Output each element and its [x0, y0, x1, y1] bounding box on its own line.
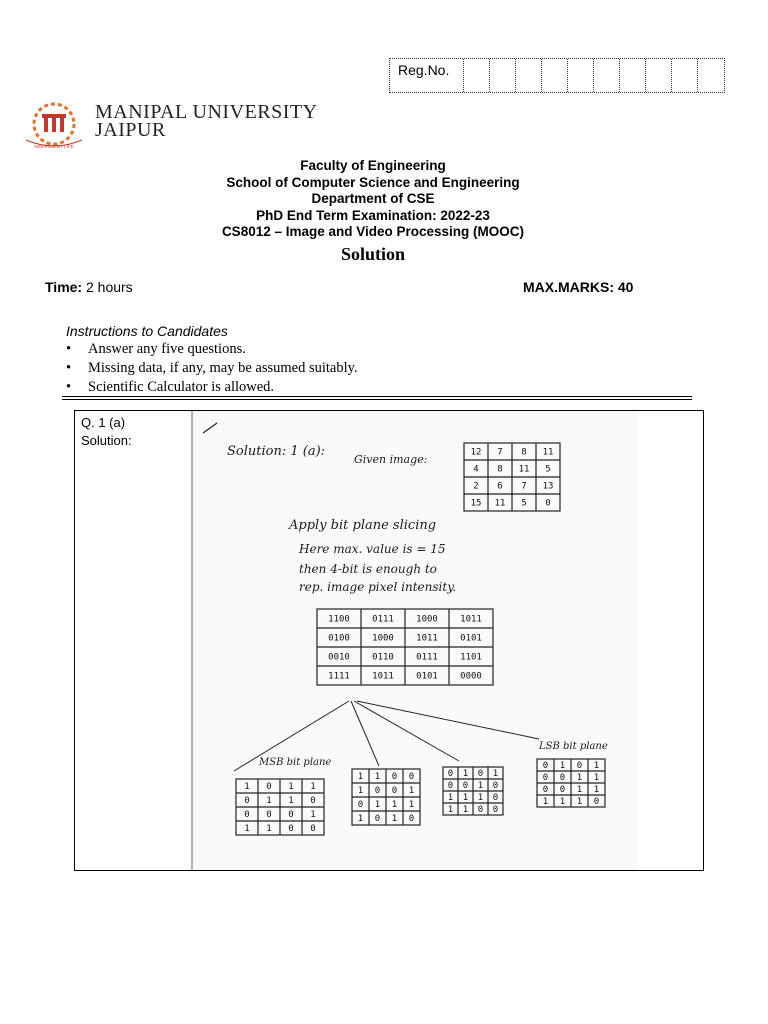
reg-no-cell: [594, 59, 620, 92]
bit-plane-table: [236, 779, 324, 835]
grid-cell-value: 1: [576, 785, 583, 795]
grid-cell-value: 1: [477, 793, 484, 803]
grid-cell-value: 1: [357, 786, 364, 796]
grid-cell-value: 1: [374, 772, 381, 782]
instructions-title: Instructions to Candidates: [66, 323, 228, 339]
grid-cell-value: 1: [462, 769, 469, 779]
scan-given: Given image:: [354, 453, 428, 466]
grid-cell-value: 13: [542, 481, 554, 492]
time-label: Time:: [45, 279, 83, 295]
grid-cell-value: 0: [288, 824, 294, 834]
grid-cell-value: 0: [310, 824, 316, 834]
scan-lsb-label: LSB bit plane: [539, 741, 608, 752]
grid-cell-value: 1: [408, 800, 415, 810]
grid-cell-value: 0101: [460, 633, 482, 644]
grid-cell-value: 12: [470, 447, 482, 458]
grid-cell-value: 0: [408, 814, 415, 824]
grid-cell-value: 0: [542, 785, 549, 795]
grid-cell-value: 11: [518, 464, 530, 475]
grid-cell-value: 5: [545, 464, 551, 475]
scan-note2: Here max. value is = 15: [299, 542, 446, 556]
grid-cell-value: 0101: [416, 671, 438, 682]
university-logo-icon: [16, 100, 92, 150]
grid-cell-value: 0: [374, 786, 381, 796]
grid-cell-value: 1: [357, 814, 364, 824]
reg-no-label: Reg.No.: [390, 59, 464, 92]
question-label: [81, 414, 132, 450]
grid-cell-value: 0010: [328, 652, 350, 663]
time-info: [45, 279, 133, 295]
grid-cell-value: 1: [408, 786, 415, 796]
grid-cell-value: 1: [244, 782, 250, 792]
grid-cell-value: 4: [473, 464, 479, 475]
reg-no-cell: [490, 59, 516, 92]
divider: [62, 399, 692, 400]
grid-cell-value: 7: [521, 481, 527, 492]
grid-cell-value: 1000: [416, 614, 438, 625]
grid-cell-value: 2: [473, 481, 479, 492]
grid-cell-value: 1000: [372, 633, 394, 644]
bit-plane-table: [352, 769, 420, 825]
grid-cell-value: 0: [391, 786, 398, 796]
grid-cell-value: 1: [266, 796, 272, 806]
grid-cell-value: 1: [542, 797, 549, 807]
grid-cell-value: 1: [310, 782, 316, 792]
bit-plane-table: [443, 767, 503, 815]
grid-cell-value: 0: [576, 761, 583, 771]
bit-plane-table: [537, 759, 605, 807]
grid-cell-value: 1: [391, 800, 398, 810]
grid-cell-value: 1: [593, 761, 600, 771]
grid-cell-value: 1: [266, 824, 272, 834]
department: Department of CSE: [311, 191, 435, 206]
reg-no-cell: [516, 59, 542, 92]
grid-cell-value: 0: [266, 782, 272, 792]
grid-cell-value: 0: [408, 772, 415, 782]
document-title: Solution: [340, 244, 406, 264]
grid-cell-value: 0: [288, 810, 294, 820]
logo-tagline: INSPIRED BY LIFE: [34, 144, 74, 149]
grid-cell-value: 1011: [416, 633, 438, 644]
grid-cell-value: 0: [542, 761, 549, 771]
binary-grid: [317, 609, 493, 685]
grid-cell-value: 0: [244, 810, 250, 820]
grid-cell-value: 1: [593, 773, 600, 783]
faculty: Faculty of Engineering: [300, 158, 446, 173]
university-name-line2: JAIPUR: [95, 119, 166, 141]
grid-cell-value: 1: [462, 805, 469, 815]
grid-cell-value: 0: [477, 805, 484, 815]
instruction-item: • Scientific Calculator is allowed.: [66, 378, 358, 397]
given-image-grid: [464, 443, 560, 511]
given-image-table: [464, 443, 560, 511]
reg-no-cell: [568, 59, 594, 92]
reg-no-cell: [698, 59, 724, 92]
grid-cell-value: 0: [310, 796, 316, 806]
grid-cell-value: 1: [391, 814, 398, 824]
instructions-list: [66, 340, 358, 397]
scan-note3: then 4-bit is enough to: [299, 562, 437, 576]
grid-cell-value: 0110: [372, 652, 394, 663]
grid-cell-value: 0: [266, 810, 272, 820]
grid-cell-value: 0: [492, 805, 499, 815]
grid-cell-value: 1: [559, 797, 566, 807]
grid-cell-value: 1011: [460, 614, 482, 625]
grid-cell-value: 0: [357, 800, 364, 810]
grid-cell-value: 1: [559, 761, 566, 771]
grid-cell-value: 1: [447, 793, 454, 803]
reg-no-cell: [542, 59, 568, 92]
question-sub: Solution:: [81, 433, 132, 448]
grid-cell-value: 0: [447, 781, 454, 791]
grid-cell-value: 8: [497, 464, 503, 475]
grid-cell-value: 5: [521, 498, 527, 509]
scan-note4: rep. image pixel intensity.: [299, 580, 457, 594]
grid-cell-value: 1: [310, 810, 316, 820]
university-name-line1: MANIPAL UNIVERSITY: [95, 101, 318, 123]
grid-cell-value: 1: [576, 773, 583, 783]
grid-cell-value: 0: [559, 773, 566, 783]
divider: [62, 396, 692, 397]
grid-cell-value: 1: [357, 772, 364, 782]
max-marks: MAX.MARKS: 40: [523, 279, 634, 295]
scan-msb-label: MSB bit plane: [259, 757, 332, 768]
question-number: Q. 1 (a): [81, 415, 126, 430]
grid-cell-value: 1011: [372, 671, 394, 682]
grid-cell-value: 1: [288, 782, 294, 792]
question-box: [74, 410, 704, 871]
grid-cell-value: 11: [542, 447, 554, 458]
instruction-item: • Missing data, if any, may be assumed suitably.: [66, 359, 358, 378]
grid-cell-value: 0: [244, 796, 250, 806]
grid-cell-value: 0: [477, 769, 484, 779]
grid-cell-value: 0: [492, 781, 499, 791]
time-value: 2 hours: [85, 279, 133, 295]
grid-cell-value: 0: [559, 785, 566, 795]
grid-cell-value: 1100: [328, 614, 350, 625]
grid-cell-value: 7: [497, 447, 503, 458]
reg-no-cell: [620, 59, 646, 92]
university-name: [95, 103, 318, 139]
grid-cell-value: 0: [492, 793, 499, 803]
grid-cell-value: 0: [374, 814, 381, 824]
grid-cell-value: 0111: [416, 652, 438, 663]
binary-table: [317, 609, 493, 685]
grid-cell-value: 1: [447, 805, 454, 815]
grid-cell-value: 1111: [328, 671, 350, 682]
scan-note1: Apply bit plane slicing: [289, 518, 437, 533]
exam-header: [0, 158, 746, 241]
handwritten-solution-image: [189, 411, 637, 870]
school: School of Computer Science and Engineering: [226, 174, 520, 190]
grid-cell-value: 0100: [328, 633, 350, 644]
grid-cell-value: 1: [462, 793, 469, 803]
reg-no-cell: [646, 59, 672, 92]
grid-cell-value: 6: [497, 481, 503, 492]
grid-cell-value: 0111: [372, 614, 394, 625]
grid-cell-value: 11: [494, 498, 506, 509]
grid-cell-value: 1: [244, 824, 250, 834]
grid-cell-value: 0: [447, 769, 454, 779]
grid-cell-value: 1: [492, 769, 499, 779]
grid-cell-value: 1: [477, 781, 484, 791]
course-title: CS8012 – Image and Video Processing (MOOC): [221, 224, 525, 239]
grid-cell-value: 1: [374, 800, 381, 810]
reg-no-box: [389, 58, 725, 93]
grid-cell-value: 1: [288, 796, 294, 806]
reg-no-cell: [464, 59, 490, 92]
grid-cell-value: 0: [542, 773, 549, 783]
grid-cell-value: 0: [593, 797, 600, 807]
grid-cell-value: 0000: [460, 671, 482, 682]
grid-cell-value: 15: [470, 498, 482, 509]
grid-cell-value: 1101: [460, 652, 482, 663]
grid-cell-value: 8: [521, 447, 527, 458]
reg-no-cell: [672, 59, 698, 92]
grid-cell-value: 0: [462, 781, 469, 791]
exam-title: PhD End Term Examination: 2022-23: [256, 207, 490, 223]
grid-cell-value: 1: [593, 785, 600, 795]
grid-cell-value: 0: [391, 772, 398, 782]
instruction-item: • Answer any five questions.: [66, 340, 358, 359]
grid-cell-value: 1: [576, 797, 583, 807]
scan-heading: Solution: 1 (a):: [227, 444, 326, 459]
grid-cell-value: 0: [545, 498, 551, 509]
